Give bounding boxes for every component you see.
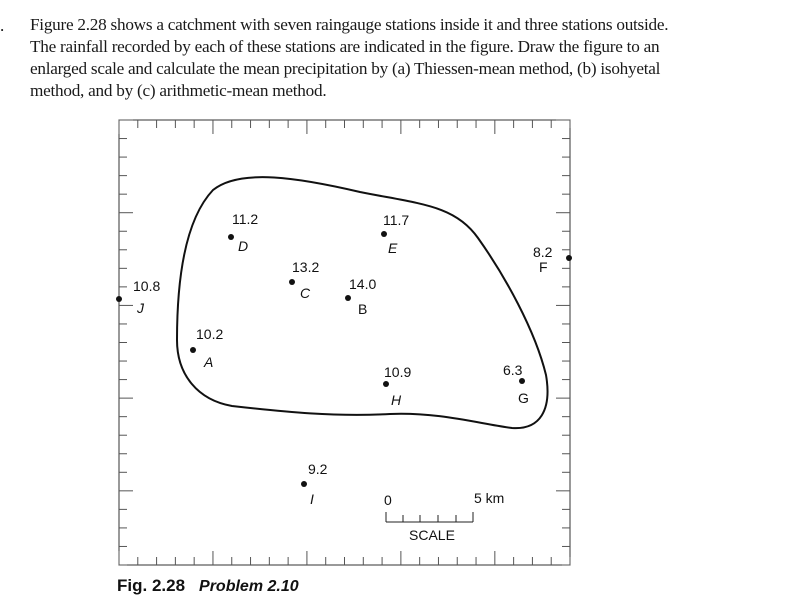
station-rainfall: 10.9 xyxy=(384,364,412,380)
station-label: H xyxy=(391,392,402,408)
station-label: J xyxy=(137,300,144,316)
scale-title: SCALE xyxy=(409,527,455,543)
station-rainfall: 10.2 xyxy=(196,326,224,342)
station-rainfall: 14.0 xyxy=(349,276,377,292)
station-rainfall: 8.2 xyxy=(533,244,553,260)
station-e xyxy=(381,212,409,256)
station-dot xyxy=(519,378,525,384)
list-bullet: . xyxy=(0,16,5,35)
station-d xyxy=(228,211,258,254)
station-dot xyxy=(345,295,351,301)
station-rainfall: 13.2 xyxy=(292,259,320,275)
station-g xyxy=(503,362,529,406)
station-rainfall: 11.7 xyxy=(383,212,410,228)
station-j xyxy=(116,278,160,316)
station-i xyxy=(301,461,328,507)
station-dot xyxy=(381,231,387,237)
station-rainfall: 11.2 xyxy=(232,211,259,227)
station-rainfall: 6.3 xyxy=(503,362,523,378)
scale-bar xyxy=(386,512,473,522)
station-dot xyxy=(190,347,196,353)
figure-title: Problem 2.10 xyxy=(199,578,299,595)
scale-end-label: 5 km xyxy=(474,490,505,506)
problem-text: Figure 2.28 shows a catchment with seven raingauge stations inside it and three stations outside. The rainfall recorded by each of these stations are indicated in the figure. Draw the figure to an enlarged scale and calculate the mean precipitation by (a) Thiessen-mean method, (b) isohyetal method, and by (c) arithmetic-mean method. xyxy=(30,15,669,100)
station-a xyxy=(190,326,223,370)
station-dot xyxy=(301,481,307,487)
figure-caption xyxy=(117,576,299,596)
station-label: F xyxy=(539,259,548,275)
station-rainfall: 10.8 xyxy=(133,278,161,294)
station-dot xyxy=(228,234,234,240)
station-dot xyxy=(383,381,389,387)
station-label: D xyxy=(238,238,249,254)
station-f xyxy=(533,244,572,275)
station-dot xyxy=(116,296,122,302)
figure-number: Fig. 2.28 xyxy=(117,576,186,595)
scale-zero-label: 0 xyxy=(384,492,392,508)
station-label: A xyxy=(204,354,214,370)
station-label: E xyxy=(388,240,398,256)
station-b xyxy=(345,276,376,317)
station-dot xyxy=(566,255,572,261)
station-label: G xyxy=(518,390,529,406)
station-c xyxy=(289,259,319,301)
station-h xyxy=(383,364,411,408)
station-dot xyxy=(289,279,295,285)
station-label: C xyxy=(300,285,311,301)
station-label: I xyxy=(310,491,314,507)
station-label: B xyxy=(358,301,368,317)
station-rainfall: 9.2 xyxy=(308,461,328,477)
